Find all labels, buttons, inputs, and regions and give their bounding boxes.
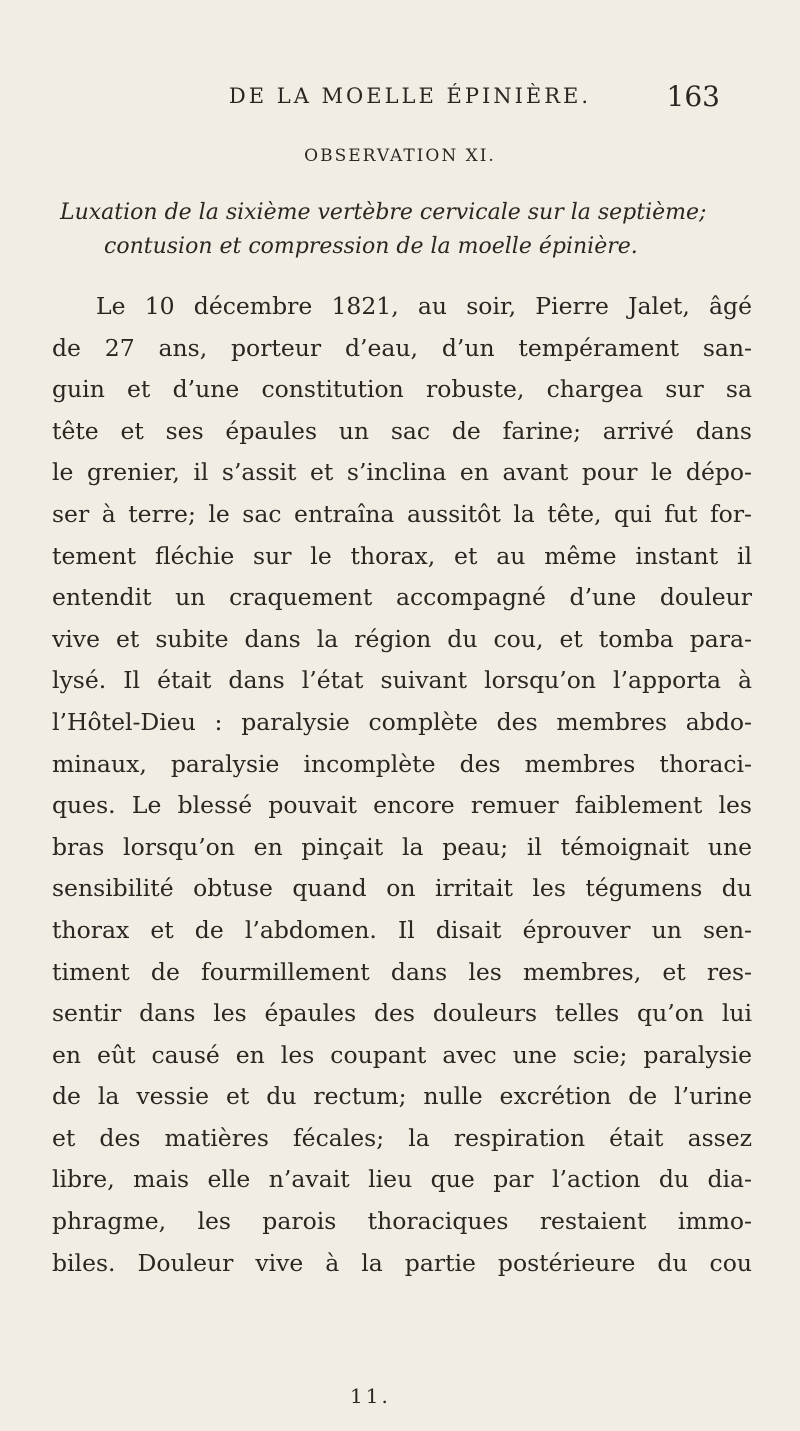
body-line: de 27 ans, porteur d’eau, d’un tempérament san- bbox=[52, 333, 752, 362]
body-line: phragme, les parois thoraciques restaient immo- bbox=[52, 1207, 752, 1236]
page-number: 163 bbox=[666, 80, 720, 113]
body-line: libre, mais elle n’avait lieu que par l’action du dia- bbox=[52, 1165, 752, 1194]
running-title: DE LA MOELLE ÉPINIÈRE. bbox=[228, 84, 592, 108]
subtitle-line: Luxation de la sixième vertèbre cervicale sur la septième; bbox=[60, 200, 707, 225]
body-line: tement fléchie sur le thorax, et au même instant il bbox=[52, 541, 752, 570]
body-line: le grenier, il s’assit et s’inclina en avant pour le dépo- bbox=[52, 458, 752, 487]
subtitle-line: contusion et compression de la moelle épinière. bbox=[104, 234, 638, 259]
body-line: bras lorsqu’on en pinçait la peau; il témoignait une bbox=[52, 832, 752, 861]
body-line: en eût causé en les coupant avec une scie; paralysie bbox=[52, 1040, 752, 1069]
running-head bbox=[100, 80, 720, 112]
body-line: sensibilité obtuse quand on irritait les tégumens du bbox=[52, 874, 752, 903]
body-line: timent de fourmillement dans les membres, et res- bbox=[52, 957, 752, 986]
body-line: entendit un craquement accompagné d’une douleur bbox=[52, 583, 752, 612]
body-line: de la vessie et du rectum; nulle excrétion de l’urine bbox=[52, 1082, 752, 1111]
body-line: l’Hôtel-Dieu : paralysie complète des membres abdo- bbox=[52, 707, 752, 736]
signature-mark: 11. bbox=[350, 1384, 391, 1408]
body-line: thorax et de l’abdomen. Il disait éprouver un sen- bbox=[52, 915, 752, 944]
body-line: et des matières fécales; la respiration était assez bbox=[52, 1123, 752, 1152]
body-line: Le 10 décembre 1821, au soir, Pierre Jalet, âgé bbox=[96, 292, 752, 320]
body-line: ser à terre; le sac entraîna aussitôt la tête, qui fut for- bbox=[52, 499, 752, 528]
body-line: tête et ses épaules un sac de farine; arrivé dans bbox=[52, 416, 752, 445]
body-line: sentir dans les épaules des douleurs telles qu’on lui bbox=[52, 999, 752, 1028]
body-line: ques. Le blessé pouvait encore remuer faiblement les bbox=[52, 791, 752, 820]
body-line: minaux, paralysie incomplète des membres thoraci- bbox=[52, 749, 752, 778]
body-line: biles. Douleur vive à la partie postérieure du cou bbox=[52, 1248, 752, 1277]
body-line: guin et d’une constitution robuste, chargea sur sa bbox=[52, 375, 752, 404]
body-text bbox=[52, 286, 752, 1284]
observation-subtitle bbox=[60, 196, 740, 264]
observation-heading: OBSERVATION XI. bbox=[304, 146, 496, 166]
body-line: vive et subite dans la région du cou, et tomba para- bbox=[52, 624, 752, 653]
body-line: lysé. Il était dans l’état suivant lorsqu’on l’apporta à bbox=[52, 666, 752, 695]
